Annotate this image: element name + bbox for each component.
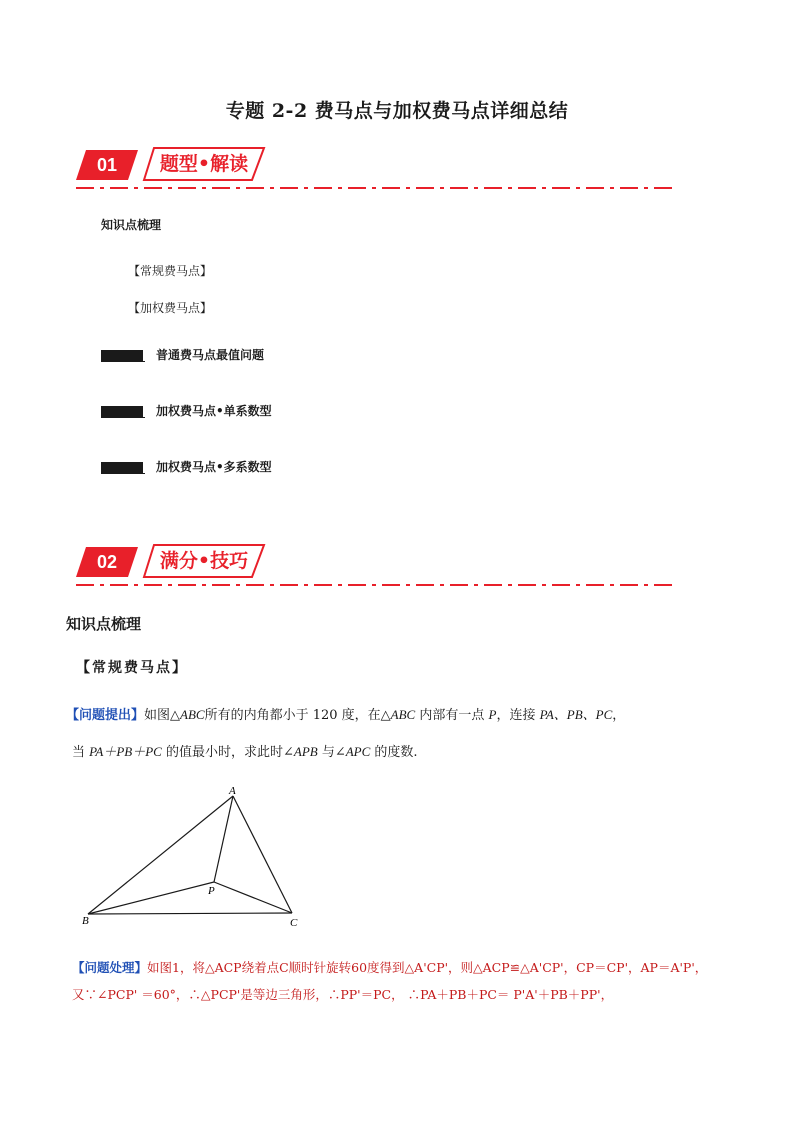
point-label-c: C — [290, 917, 298, 929]
text: 与∠ — [317, 745, 346, 760]
page-title: 专题 2-2 费马点与加权费马点详细总结 — [225, 100, 569, 122]
text: 的度数. — [370, 745, 418, 760]
section-banner-2 — [76, 545, 676, 595]
toc-item[interactable] — [101, 346, 264, 363]
toc-sub-weighted: 【加权费马点】 — [128, 301, 213, 315]
math: PA、PB、PC — [539, 707, 613, 722]
math: ABC — [180, 707, 205, 722]
point-label-p: P — [208, 885, 215, 897]
point-label-a: A — [229, 785, 236, 797]
point-label-b: B — [82, 915, 89, 927]
edge-bc — [88, 913, 292, 914]
triangle-figure — [78, 780, 318, 930]
banner-label: 满分•技巧 — [159, 550, 249, 572]
toc-item-text: 加权费马点•多系数型 — [156, 460, 272, 474]
solution-line-1 — [72, 958, 707, 976]
banner-number: 01 — [96, 155, 118, 175]
text: 内部有一点 — [415, 708, 489, 723]
segment-pc — [214, 882, 292, 913]
toc-item-text: 加权费马点•单系数型 — [156, 404, 272, 418]
text: ，连接 — [496, 708, 540, 723]
text: 如图△ — [144, 708, 181, 723]
toc-item-text: 普通费马点最值问题 — [156, 348, 265, 362]
math: PA＋PB＋PC — [89, 744, 162, 759]
math: APB — [293, 744, 318, 759]
solution-line-2: 又∵∠PCP' ＝60°，∴△PCP'是等边三角形，∴PP'＝PC， ∴PA＋PB＋PC＝ P'A'＋PB＋PP'， — [72, 987, 614, 1002]
banner-dash-line — [76, 583, 676, 587]
section-heading: 知识点梳理 — [66, 615, 142, 633]
text: ， — [612, 708, 626, 723]
banner-dash-line — [76, 186, 676, 190]
banner-label: 题型•解读 — [159, 153, 249, 175]
solution-tag: 【问题处理】 — [72, 960, 148, 975]
question-type-tag-icon — [101, 461, 145, 474]
section-subheading: 【常规费马点】 — [76, 660, 188, 676]
text: 如图1，将△ACP绕着点C顺时针旋转60度得到△A'CP'，则△ACP≌△A'CP'，CP＝CP'，AP＝A'P'， — [147, 960, 708, 975]
question-type-tag-icon — [101, 405, 145, 418]
problem-tag: 【问题提出】 — [66, 708, 145, 723]
banner-number: 02 — [96, 552, 118, 572]
math: P — [488, 707, 497, 722]
text: 所有的内角都小于 120 度，在△ — [204, 708, 391, 723]
toc-item[interactable] — [101, 458, 272, 475]
toc-sub-regular: 【常规费马点】 — [128, 264, 213, 278]
toc-item[interactable] — [101, 402, 272, 419]
problem-statement-line-1 — [66, 704, 625, 723]
math: APC — [345, 744, 371, 759]
problem-statement-line-2 — [72, 741, 418, 760]
question-type-tag-icon — [101, 349, 145, 362]
section-banner-1 — [76, 148, 676, 198]
math: ABC — [390, 707, 416, 722]
text: 当 — [72, 745, 90, 760]
edge-ac — [233, 796, 292, 913]
text: 的值最小时，求此时∠ — [161, 745, 294, 760]
toc-heading: 知识点梳理 — [101, 218, 162, 232]
